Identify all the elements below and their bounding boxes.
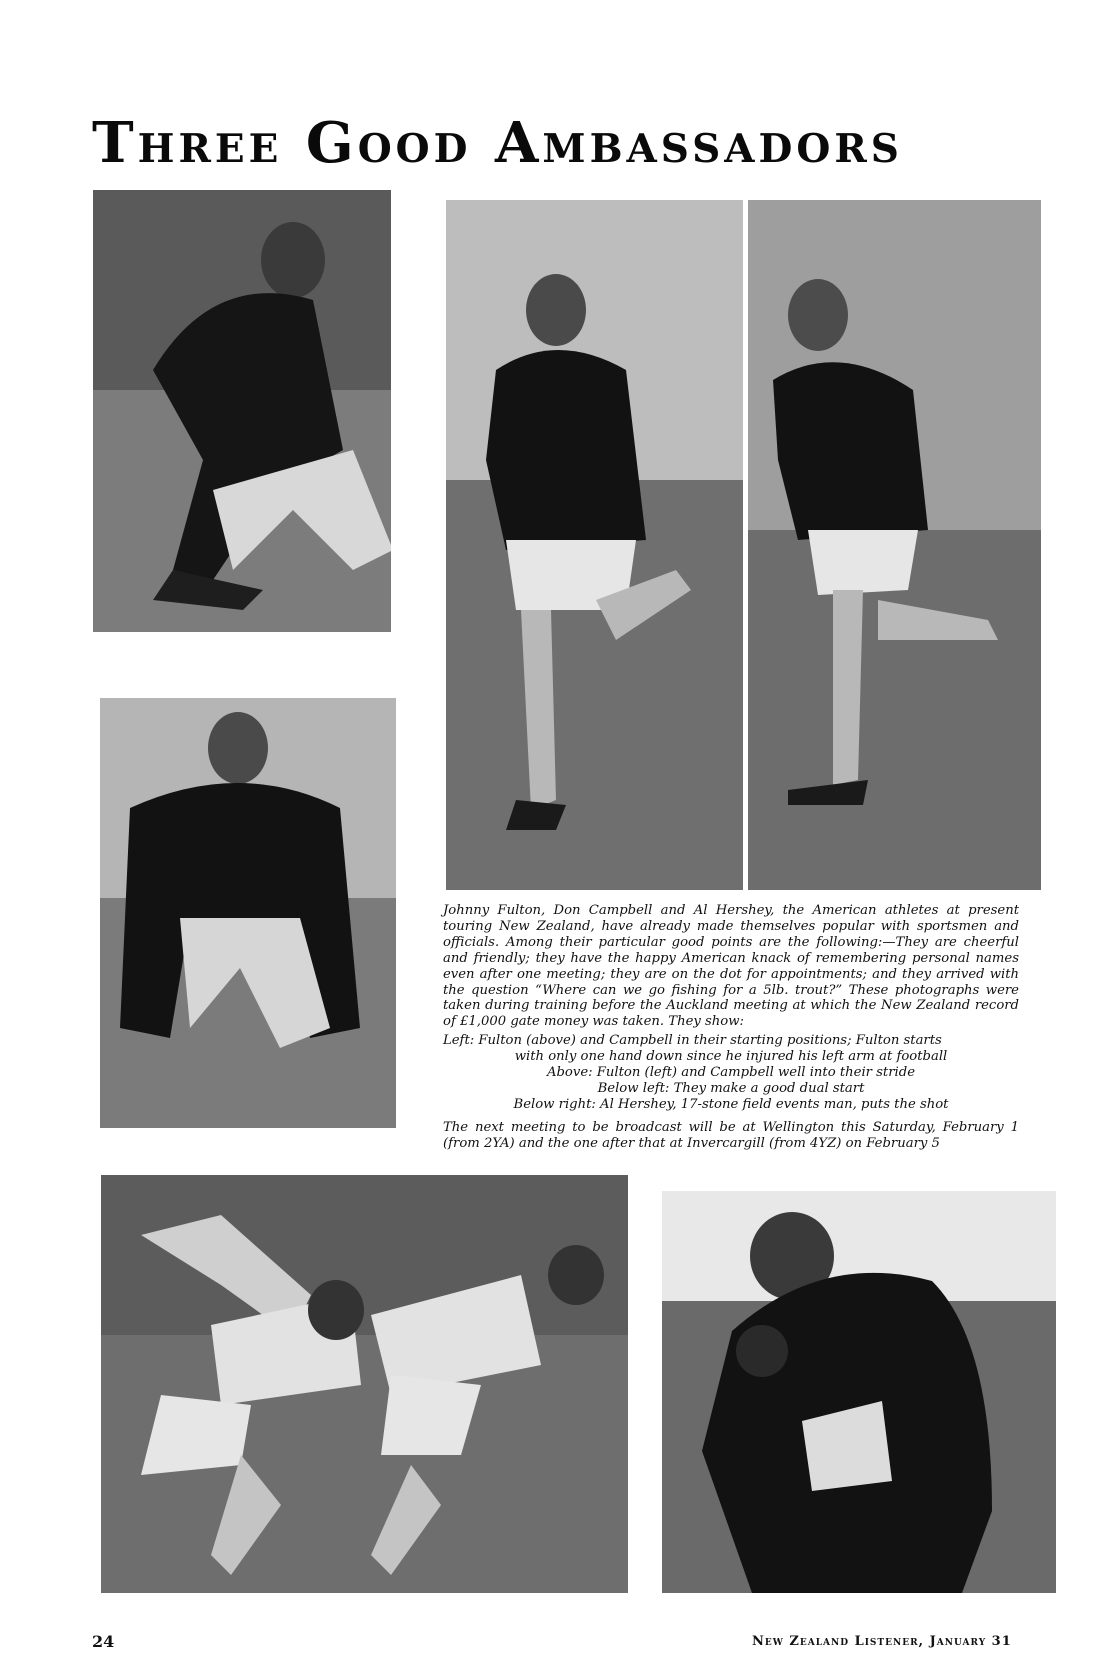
credit-line: Left: Fulton (above) and Campbell in their starting positions; Fulton starts (443, 1033, 942, 1049)
credit-line: Below left: They make a good dual start (597, 1080, 865, 1096)
photo-dual-start (101, 1175, 628, 1593)
caption-intro: Johnny Fulton, Don Campbell and Al Hershey, the American athletes at present touring New Zealand, have already made themselves popular with sportsmen and officials. Among their particular good points are the following:—They are cheerful and friendly; they have the happy American knack of remembering personal names even after one meeting; they are on the dot for appointments; and they arrived with the question “Where can we go fishing for a 5lb. trout?” These photographs were taken during training before the Auckland meeting at which the New Zealand record of £1,000 gate money was taken. They show: (443, 903, 1019, 1030)
caption-broadcast: The next meeting to be broadcast will be at Wellington this Saturday, February 1 (from 2YA) and the one after that at Invercargill (from 4YZ) on February 5 (443, 1119, 1019, 1151)
photo-fulton-start (93, 190, 391, 632)
headline: Three Good Ambassadors (92, 110, 903, 176)
caption (443, 903, 1019, 1152)
publication-line: New Zealand Listener, January 31 (752, 1634, 1012, 1649)
photo-campbell-running (748, 200, 1041, 890)
page-number: 24 (92, 1632, 115, 1651)
credit-line: with only one hand down since he injured his left arm at football (514, 1049, 948, 1065)
photo-hershey-shotput (662, 1191, 1056, 1593)
caption-credits (443, 1033, 1019, 1113)
photo-campbell-start (100, 698, 396, 1128)
photo-fulton-running (446, 200, 743, 890)
credit-line: Below right: Al Hershey, 17-stone field events man, puts the shot (513, 1096, 949, 1112)
credit-line: Above: Fulton (left) and Campbell well into their stride (546, 1065, 916, 1081)
